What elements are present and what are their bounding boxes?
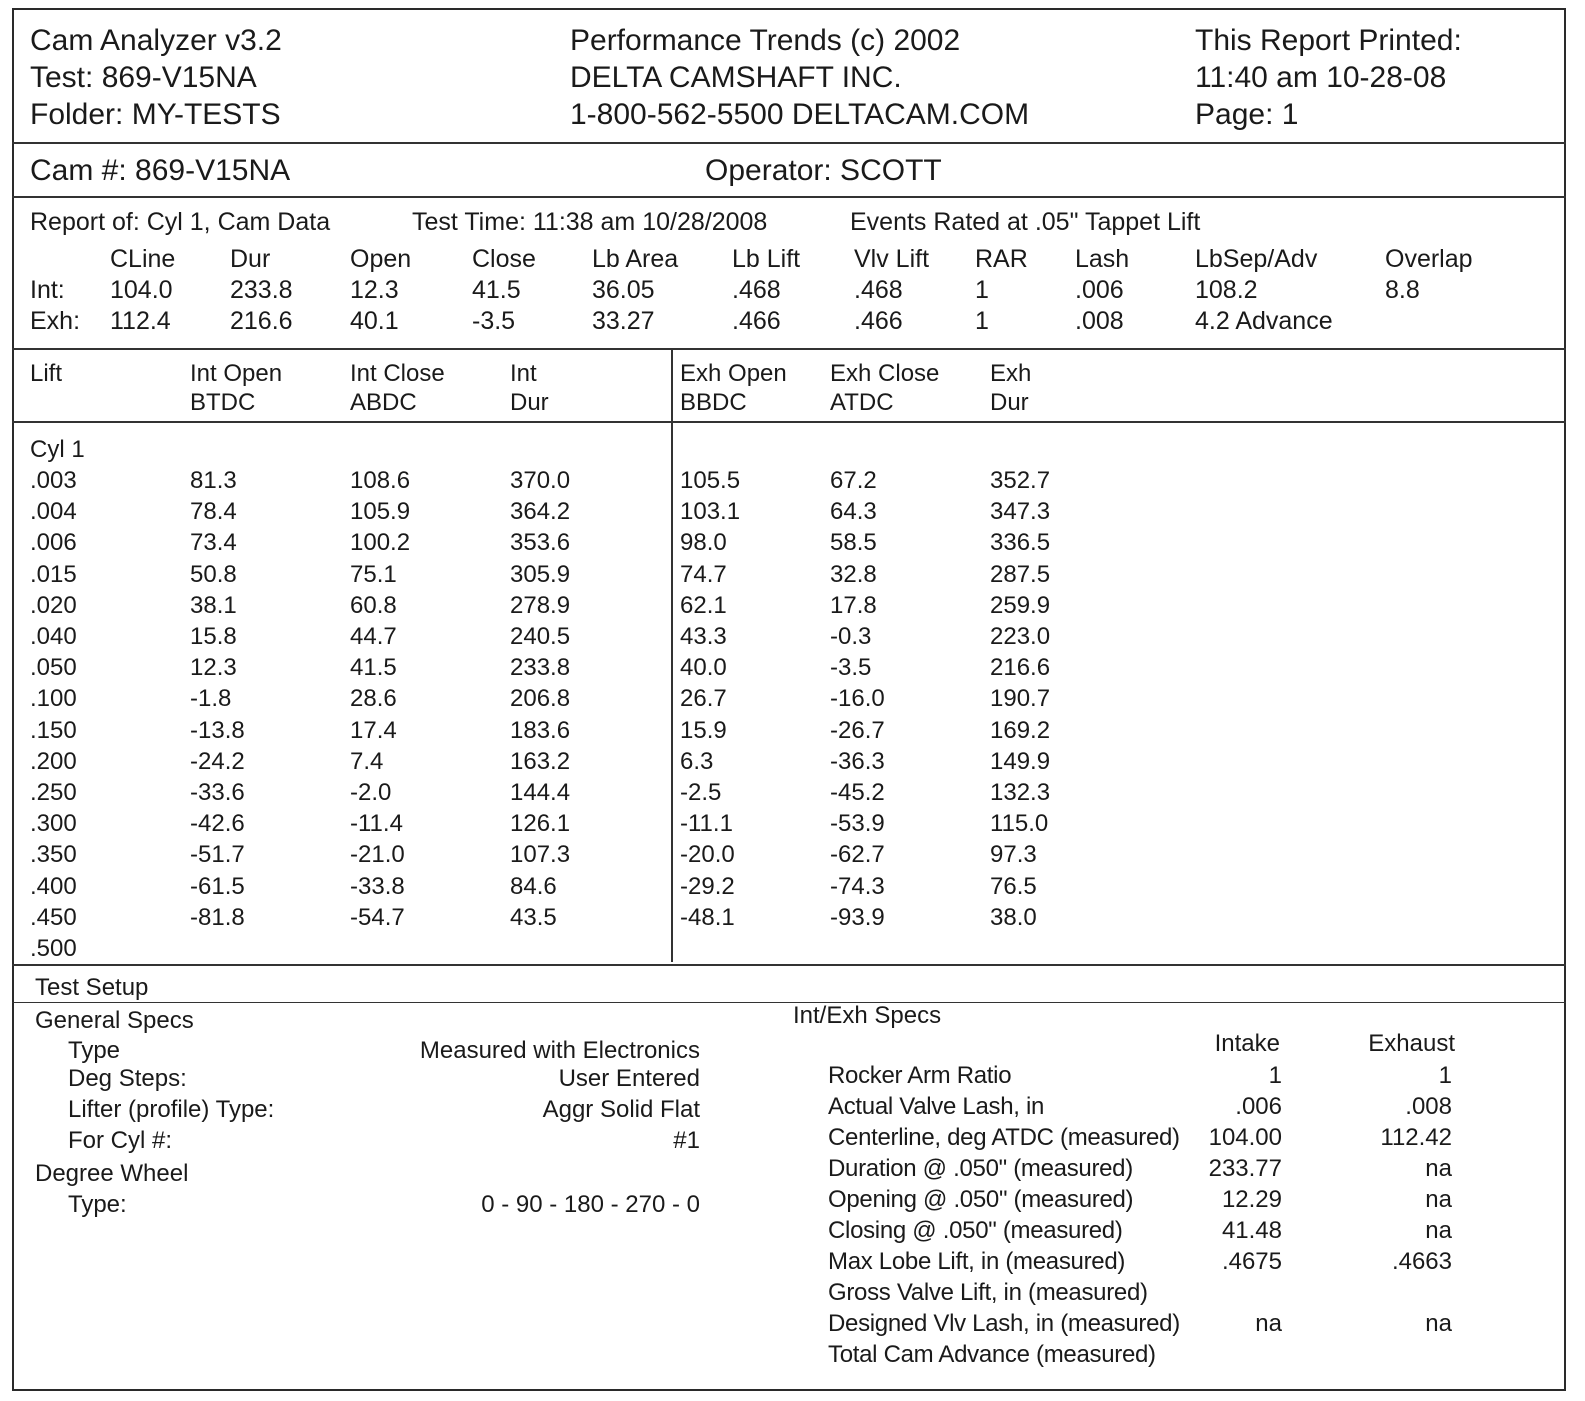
spec-exhaust: na — [1425, 1186, 1452, 1213]
lift-cell: 132.3 — [990, 779, 1051, 806]
divider — [12, 421, 1566, 423]
lift-cell: 15.9 — [680, 716, 727, 744]
spec-label: Rocker Arm Ratio — [828, 1062, 1012, 1089]
lift-cell: -33.8 — [350, 872, 405, 900]
general-spec-value: Measured with Electronics — [419, 1037, 700, 1064]
lift-cell: 64.3 — [830, 498, 877, 526]
summary-cell: 41.5 — [472, 276, 521, 304]
summary-row-label: Int: — [30, 276, 65, 304]
lift-cell: 100.2 — [350, 529, 411, 557]
lift-cell: -2.5 — [680, 779, 722, 806]
lift-cell: -24.2 — [190, 747, 245, 775]
lift-cell: 44.7 — [350, 623, 397, 650]
lift-cell: 240.5 — [510, 623, 571, 650]
lift-value: .400 — [30, 872, 77, 900]
summary-cell: 112.4 — [110, 307, 171, 335]
lift-value: .450 — [30, 903, 77, 931]
lift-value: .040 — [30, 623, 77, 650]
printed-label: This Report Printed: — [1195, 24, 1462, 57]
spec-label: Designed Vlv Lash, in (measured) — [828, 1310, 1180, 1337]
lift-value: .050 — [30, 654, 77, 682]
lift-cell: 259.9 — [990, 591, 1051, 619]
spec-intake: 12.29 — [1221, 1186, 1282, 1213]
lift-cell: 105.9 — [350, 498, 411, 526]
lift-cell: -0.3 — [830, 623, 872, 650]
lift-value: .100 — [30, 685, 77, 713]
spec-exhaust: .008 — [1405, 1093, 1452, 1120]
lift-cell: 32.8 — [830, 560, 877, 588]
lift-cell: 190.7 — [990, 685, 1051, 713]
lift-cell: -2.0 — [350, 779, 392, 806]
lift-col-subheader: ATDC — [830, 389, 894, 416]
summary-cell: 104.0 — [110, 276, 173, 304]
spec-intake: .006 — [1235, 1093, 1282, 1120]
spec-intake: 233.77 — [1208, 1155, 1282, 1182]
lift-col-header: Int Open — [190, 360, 283, 387]
lift-cell: -1.8 — [190, 685, 232, 713]
summary-header: LbSep/Adv — [1195, 245, 1318, 273]
general-spec-value: #1 — [673, 1127, 700, 1154]
lift-cell: -33.6 — [190, 779, 245, 806]
lift-cell: -20.0 — [680, 841, 735, 869]
summary-header: RAR — [975, 245, 1028, 273]
lift-cell: 50.8 — [190, 560, 237, 588]
spec-label: Opening @ .050" (measured) — [828, 1186, 1134, 1213]
summary-header: Lb Lift — [732, 245, 801, 273]
spec-intake: na — [1255, 1310, 1282, 1337]
general-spec-label: Lifter (profile) Type: — [68, 1096, 275, 1123]
lift-cell: -48.1 — [680, 903, 735, 931]
summary-cell: 233.8 — [230, 276, 293, 304]
summary-cell: .008 — [1075, 307, 1124, 335]
lift-cell: -62.7 — [830, 841, 885, 869]
lift-col-header: Int — [510, 360, 537, 387]
lift-cell: 144.4 — [510, 779, 571, 806]
summary-cell: 40.1 — [350, 307, 399, 335]
degree-wheel-value: 0 - 90 - 180 - 270 - 0 — [481, 1191, 700, 1218]
printed-time: 11:40 am 10-28-08 — [1195, 61, 1447, 94]
summary-header: Lb Area — [592, 245, 679, 273]
spec-label: Actual Valve Lash, in — [828, 1093, 1045, 1120]
lift-col-subheader: BBDC — [680, 389, 747, 416]
divider — [12, 348, 1566, 350]
summary-cell: 108.2 — [1195, 276, 1258, 304]
lift-cell: 163.2 — [510, 747, 571, 775]
lift-cell: 15.8 — [190, 623, 237, 650]
lift-cell: 216.6 — [990, 654, 1051, 682]
summary-cell: .466 — [732, 307, 781, 335]
summary-header: CLine — [110, 245, 176, 273]
lift-cell: 370.0 — [510, 467, 571, 494]
summary-header: Vlv Lift — [854, 245, 930, 273]
lift-cell: -3.5 — [830, 654, 872, 682]
lift-cell: 169.2 — [990, 716, 1051, 744]
test-name: Test: 869-V15NA — [30, 61, 257, 94]
lift-cell: 73.4 — [190, 529, 237, 557]
lift-cell: 58.5 — [830, 529, 877, 557]
lift-value: .006 — [30, 529, 77, 557]
lift-value: .500 — [30, 935, 77, 962]
lift-value: .300 — [30, 810, 77, 838]
folder-name: Folder: MY-TESTS — [30, 98, 281, 131]
lift-cell: -54.7 — [350, 903, 405, 931]
lift-cell: 62.1 — [680, 591, 727, 619]
lift-cell: -13.8 — [190, 716, 245, 744]
lift-cell: 81.3 — [190, 467, 237, 494]
lift-cell: 98.0 — [680, 529, 727, 557]
lift-cell: -42.6 — [190, 810, 245, 838]
spec-label: Max Lobe Lift, in (measured) — [828, 1248, 1126, 1275]
lift-cell: 336.5 — [990, 529, 1051, 557]
lift-cell: 105.5 — [680, 467, 741, 494]
lift-cell: 223.0 — [990, 623, 1051, 650]
lift-cell: -45.2 — [830, 779, 885, 806]
summary-header: Lash — [1075, 245, 1130, 273]
lift-value: .003 — [30, 467, 77, 494]
lift-value: .004 — [30, 498, 77, 526]
divider — [12, 142, 1566, 144]
exhaust-header: Exhaust — [1368, 1030, 1455, 1057]
lift-cell: -74.3 — [830, 872, 885, 900]
lift-cell: 108.6 — [350, 467, 411, 494]
summary-header: Overlap — [1385, 245, 1473, 273]
lift-value: .015 — [30, 560, 77, 588]
events-rated: Events Rated at .05" Tappet Lift — [850, 208, 1201, 236]
spec-label: Centerline, deg ATDC (measured) — [828, 1124, 1180, 1151]
lift-cell: 97.3 — [990, 841, 1037, 869]
cyl-label: Cyl 1 — [30, 436, 85, 463]
lift-cell: -11.4 — [350, 810, 403, 838]
lift-cell: 78.4 — [190, 498, 237, 526]
lift-cell: 183.6 — [510, 716, 571, 744]
summary-cell: 4.2 Advance — [1195, 307, 1333, 335]
summary-row-label: Exh: — [30, 307, 81, 335]
lift-cell: 38.1 — [190, 591, 237, 619]
copyright-line: Performance Trends (c) 2002 — [570, 24, 961, 57]
lift-cell: -21.0 — [350, 841, 405, 869]
lift-cell: 6.3 — [680, 747, 714, 775]
lift-cell: 38.0 — [990, 903, 1037, 931]
intake-header: Intake — [1214, 1030, 1280, 1057]
degree-wheel-label: Type: — [68, 1191, 127, 1218]
lift-cell: 76.5 — [990, 872, 1037, 900]
lift-cell: -93.9 — [830, 903, 885, 931]
operator-name: Operator: SCOTT — [705, 154, 942, 187]
spec-label: Duration @ .050" (measured) — [828, 1155, 1133, 1182]
summary-cell: 12.3 — [350, 276, 399, 304]
general-spec-label: For Cyl #: — [68, 1127, 173, 1154]
summary-cell: -3.5 — [472, 307, 516, 335]
lift-cell: 353.6 — [510, 529, 571, 557]
lift-cell: 43.5 — [510, 903, 557, 931]
lift-col-header: Int Close — [350, 360, 445, 387]
lift-cell: 75.1 — [350, 560, 397, 588]
summary-cell: .468 — [854, 276, 903, 304]
spec-intake: 1 — [1268, 1062, 1282, 1089]
summary-cell: 216.6 — [230, 307, 293, 335]
lift-cell: 233.8 — [510, 654, 571, 682]
lift-cell: 115.0 — [990, 810, 1049, 838]
general-specs-title: General Specs — [35, 1007, 194, 1034]
spec-exhaust: 112.42 — [1380, 1124, 1452, 1151]
lift-cell: 364.2 — [510, 498, 571, 526]
lift-cell: -26.7 — [830, 716, 885, 744]
general-spec-value: Aggr Solid Flat — [542, 1096, 700, 1123]
divider — [12, 964, 1566, 966]
lift-value: .200 — [30, 747, 77, 775]
lift-value: .020 — [30, 591, 77, 619]
lift-cell: 67.2 — [830, 467, 877, 494]
general-spec-value: User Entered — [558, 1065, 700, 1092]
divider — [12, 1002, 1566, 1003]
lift-cell: 41.5 — [350, 654, 397, 682]
lift-value: .150 — [30, 716, 77, 744]
lift-cell: 278.9 — [510, 591, 571, 619]
summary-cell: .468 — [732, 276, 781, 304]
lift-col-subheader: Dur — [510, 389, 549, 416]
spec-label: Closing @ .050" (measured) — [828, 1217, 1123, 1244]
lift-cell: 40.0 — [680, 654, 727, 682]
cam-number: Cam #: 869-V15NA — [30, 154, 291, 187]
summary-header: Dur — [230, 245, 271, 273]
lift-cell: 305.9 — [510, 560, 571, 588]
summary-cell: 8.8 — [1385, 276, 1420, 304]
spec-intake: 41.48 — [1221, 1217, 1282, 1244]
degree-wheel-title: Degree Wheel — [35, 1160, 189, 1187]
lift-cell: -81.8 — [190, 903, 245, 931]
lift-col-header: Exh — [990, 360, 1032, 387]
lift-cell: -16.0 — [830, 685, 885, 713]
lift-cell: 28.6 — [350, 685, 397, 713]
spec-intake: .4675 — [1221, 1248, 1282, 1275]
spec-label: Total Cam Advance (measured) — [828, 1341, 1156, 1368]
spec-exhaust: 1 — [1438, 1062, 1452, 1089]
lift-col-header: Lift — [30, 360, 63, 387]
lift-cell: -61.5 — [190, 872, 245, 900]
summary-cell: .466 — [854, 307, 903, 335]
lift-cell: 74.7 — [680, 560, 727, 588]
summary-header: Open — [350, 245, 412, 273]
divider — [12, 196, 1566, 198]
lift-col-subheader: BTDC — [190, 389, 256, 416]
lift-cell: -53.9 — [830, 810, 885, 838]
lift-cell: -51.7 — [190, 841, 245, 869]
summary-cell: 36.05 — [592, 276, 655, 304]
lift-cell: 26.7 — [680, 685, 727, 713]
summary-cell: 1 — [975, 307, 989, 335]
lift-cell: 347.3 — [990, 498, 1051, 526]
spec-intake: 104.00 — [1208, 1124, 1282, 1151]
column-divider — [671, 350, 673, 962]
lift-cell: 149.9 — [990, 747, 1051, 775]
lift-cell: 60.8 — [350, 591, 397, 619]
summary-cell: 33.27 — [592, 307, 655, 335]
app-name: Cam Analyzer v3.2 — [30, 24, 282, 57]
general-spec-label: Type — [68, 1037, 121, 1064]
lift-value: .350 — [30, 841, 77, 869]
lift-cell: 84.6 — [510, 872, 557, 900]
spec-exhaust: .4663 — [1391, 1248, 1452, 1275]
company-contact: 1-800-562-5500 DELTACAM.COM — [570, 98, 1030, 131]
intexh-specs-title: Int/Exh Specs — [793, 1002, 942, 1029]
lift-col-subheader: Dur — [990, 389, 1029, 416]
lift-cell: 107.3 — [510, 841, 571, 869]
report-of: Report of: Cyl 1, Cam Data — [30, 208, 331, 236]
spec-exhaust: na — [1425, 1155, 1452, 1182]
lift-cell: 352.7 — [990, 467, 1051, 494]
lift-cell: 126.1 — [510, 810, 571, 838]
lift-cell: 17.4 — [350, 716, 397, 744]
lift-cell: 206.8 — [510, 685, 571, 713]
lift-cell: 43.3 — [680, 623, 727, 650]
lift-cell: -29.2 — [680, 872, 735, 900]
lift-cell: 12.3 — [190, 654, 237, 682]
lift-col-header: Exh Open — [680, 360, 787, 387]
lift-cell: 103.1 — [680, 498, 741, 526]
spec-label: Gross Valve Lift, in (measured) — [828, 1279, 1148, 1306]
spec-exhaust: na — [1425, 1217, 1452, 1244]
summary-header: Close — [472, 245, 536, 273]
lift-cell: 287.5 — [990, 560, 1051, 588]
summary-cell: 1 — [975, 276, 989, 304]
company-name: DELTA CAMSHAFT INC. — [570, 61, 902, 94]
test-time: Test Time: 11:38 am 10/28/2008 — [412, 208, 768, 236]
test-setup-title: Test Setup — [35, 974, 149, 1001]
summary-cell: .006 — [1075, 276, 1124, 304]
spec-exhaust: na — [1425, 1310, 1452, 1337]
page-number: Page: 1 — [1195, 98, 1299, 131]
lift-cell: -11.1 — [680, 810, 733, 838]
general-spec-label: Deg Steps: — [68, 1065, 187, 1092]
lift-col-subheader: ABDC — [350, 389, 417, 416]
lift-cell: 7.4 — [350, 747, 384, 775]
lift-cell: 17.8 — [830, 591, 877, 619]
lift-value: .250 — [30, 779, 77, 806]
lift-col-header: Exh Close — [830, 360, 940, 387]
lift-cell: -36.3 — [830, 747, 885, 775]
